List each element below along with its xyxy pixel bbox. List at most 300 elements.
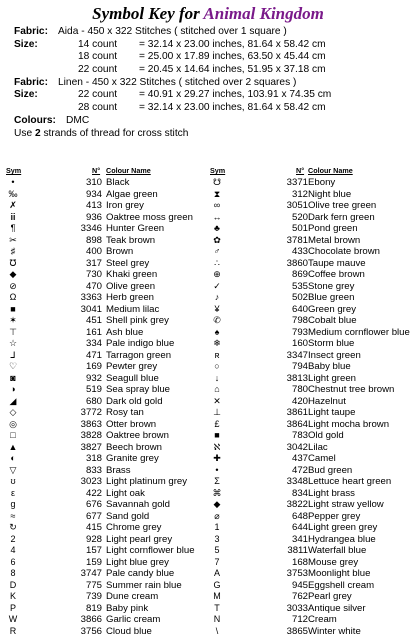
table-row <box>6 396 206 408</box>
table-row <box>6 499 206 511</box>
dmc-number-cell: 519 <box>68 384 102 396</box>
colour-name-cell: Dune cream <box>106 591 158 603</box>
dmc-number-cell: 819 <box>68 603 102 615</box>
colour-name-cell: Medium lilac <box>106 304 159 316</box>
table-row <box>210 189 416 201</box>
dmc-number-cell: 341 <box>276 534 308 546</box>
symbol-cell: ↻ <box>6 522 20 534</box>
symbol-cell: ≈ <box>6 511 20 523</box>
symbol-cell: D <box>6 580 20 592</box>
symbol-cell: • <box>6 177 20 189</box>
table-row <box>6 534 206 546</box>
colour-name-cell: Camel <box>308 453 336 465</box>
table-row <box>6 488 206 500</box>
colours-text: DMC <box>66 115 89 128</box>
table-row <box>210 465 416 477</box>
table-row <box>210 626 416 637</box>
colour-name-cell: Summer rain blue <box>106 580 182 592</box>
colour-name-cell: Light brass <box>308 488 355 500</box>
table-row <box>210 453 416 465</box>
colour-name-cell: Taupe mauve <box>308 258 366 270</box>
table-row <box>6 350 206 362</box>
fabric-text: Linen - 450 x 322 Stitches ( stitched over 2 squares ) <box>58 77 296 90</box>
colour-name-cell: Olive green <box>106 281 155 293</box>
title-prefix: Symbol Key for <box>92 4 200 23</box>
table-row <box>210 580 416 592</box>
table-row <box>210 327 416 339</box>
colour-name-cell: Light oak <box>106 488 145 500</box>
table-row <box>6 407 206 419</box>
table-row <box>210 361 416 373</box>
symbol-cell: 5 <box>210 545 224 557</box>
symbol-cell: ○ <box>210 361 224 373</box>
colour-name-cell: Shell pink grey <box>106 315 169 327</box>
dmc-number-cell: 334 <box>68 338 102 350</box>
dmc-number-cell: 945 <box>276 580 308 592</box>
usage-row <box>14 128 406 141</box>
symbol-cell: ʀ <box>210 350 224 362</box>
table-row <box>6 246 206 258</box>
table-row <box>6 603 206 615</box>
colour-name-cell: Hazelnut <box>308 396 346 408</box>
table-row <box>6 511 206 523</box>
colour-name-cell: Light blue grey <box>106 557 169 569</box>
dmc-number-cell: 928 <box>68 534 102 546</box>
table-row <box>210 200 416 212</box>
table-row <box>6 292 206 304</box>
dmc-number-cell: 3041 <box>68 304 102 316</box>
symbol-cell: ♠ <box>210 327 224 339</box>
table-row <box>6 384 206 396</box>
colour-name-cell: Lilac <box>308 442 328 454</box>
colour-name-cell: Dark fern green <box>308 212 375 224</box>
symbol-cell: ✗ <box>6 200 20 212</box>
colour-name-cell: Light green <box>308 373 356 385</box>
size-row <box>14 64 406 77</box>
colour-name-cell: Dark old gold <box>106 396 163 408</box>
table-row <box>6 591 206 603</box>
size-count: 22 count <box>78 89 117 102</box>
colour-name-cell: Light mocha brown <box>308 419 389 431</box>
dmc-number-cell: 437 <box>276 453 308 465</box>
table-row <box>6 419 206 431</box>
colour-name-cell: Pale indigo blue <box>106 338 174 350</box>
symbol-cell: ✿ <box>210 235 224 247</box>
dmc-number-cell: 168 <box>276 557 308 569</box>
symbol-cell: ✶ <box>6 315 20 327</box>
table-row <box>6 430 206 442</box>
table-row <box>6 557 206 569</box>
dmc-number-cell: 318 <box>68 453 102 465</box>
dmc-number-cell: 934 <box>68 189 102 201</box>
colour-name-cell: Antique silver <box>308 603 366 615</box>
fabric-label: Fabric: <box>14 26 48 39</box>
symbol-cell: ¶ <box>6 223 20 235</box>
table-row <box>210 614 416 626</box>
table-row <box>210 545 416 557</box>
colour-name-cell: Pepper grey <box>308 511 360 523</box>
colour-name-cell: Brass <box>106 465 131 477</box>
symbol-cell: P <box>6 603 20 615</box>
colour-name-cell: Oaktree brown <box>106 430 169 442</box>
dmc-number-cell: 798 <box>276 315 308 327</box>
table-row <box>6 212 206 224</box>
dmc-number-cell: 780 <box>276 384 308 396</box>
colour-name-cell: Green grey <box>308 304 356 316</box>
symbol-cell: 1 <box>210 522 224 534</box>
table-row <box>6 361 206 373</box>
symbol-cell: \ <box>210 626 224 637</box>
table-row <box>210 315 416 327</box>
colours-row <box>14 115 406 128</box>
table-row <box>6 580 206 592</box>
dmc-number-cell: 680 <box>68 396 102 408</box>
colour-name-cell: Rosy tan <box>106 407 144 419</box>
symbol-cell: ❄ <box>210 338 224 350</box>
table-row <box>6 235 206 247</box>
colour-name-cell: Granite grey <box>106 453 159 465</box>
symbol-cell: 3 <box>210 534 224 546</box>
page-title <box>0 4 416 24</box>
dmc-number-cell: 502 <box>276 292 308 304</box>
table-row <box>210 499 416 511</box>
colours-label: Colours: <box>14 115 56 128</box>
colour-name-cell: Metal brown <box>308 235 360 247</box>
fabric-text: Aida - 450 x 322 Stitches ( stitched over 1 square ) <box>58 26 287 39</box>
colour-name-cell: Teak brown <box>106 235 155 247</box>
table-row <box>6 269 206 281</box>
size-value: = 32.14 x 23.00 inches, 81.64 x 58.42 cm <box>139 102 326 115</box>
symbol-cell: ◇ <box>6 407 20 419</box>
symbol-cell: £ <box>210 419 224 431</box>
table-row <box>6 476 206 488</box>
dmc-number-cell: 762 <box>276 591 308 603</box>
dmc-number-cell: 3828 <box>68 430 102 442</box>
symbol-cell: ✂ <box>6 235 20 247</box>
size-value: = 32.14 x 23.00 inches, 81.64 x 58.42 cm <box>139 39 326 52</box>
dmc-number-cell: 3042 <box>276 442 308 454</box>
dmc-number-cell: 794 <box>276 361 308 373</box>
dmc-number-cell: 3864 <box>276 419 308 431</box>
symbol-cell: ↔ <box>210 212 224 224</box>
dmc-number-cell: 3371 <box>276 177 308 189</box>
colour-name-cell: Sea spray blue <box>106 384 170 396</box>
table-row <box>210 292 416 304</box>
table-row <box>210 269 416 281</box>
symbol-cell: R <box>6 626 20 637</box>
symbol-cell: 6 <box>6 557 20 569</box>
colour-name-cell: Brown <box>106 246 133 258</box>
symbol-cell: ℵ <box>210 442 224 454</box>
dmc-number-cell: 833 <box>68 465 102 477</box>
colour-name-cell: Garlic cream <box>106 614 160 626</box>
dmc-number-cell: 648 <box>276 511 308 523</box>
table-row <box>210 591 416 603</box>
colour-name-cell: Storm blue <box>308 338 354 350</box>
size-value: = 25.00 x 17.89 inches, 63.50 x 45.44 cm <box>139 51 326 64</box>
colour-name-cell: Baby blue <box>308 361 351 373</box>
dmc-number-cell: 3861 <box>276 407 308 419</box>
colour-name-cell: Coffee brown <box>308 269 365 281</box>
dmc-number-cell: 157 <box>68 545 102 557</box>
table-row <box>210 338 416 350</box>
colour-name-cell: Baby pink <box>106 603 148 615</box>
dmc-number-cell: 775 <box>68 580 102 592</box>
colour-name-cell: Tarragon green <box>106 350 171 362</box>
symbol-cell: ☆ <box>6 338 20 350</box>
symbol-cell: ‰ <box>6 189 20 201</box>
dmc-number-cell: 3822 <box>276 499 308 511</box>
table-row <box>6 315 206 327</box>
symbol-cell: A <box>210 568 224 580</box>
table-row <box>210 511 416 523</box>
table-row <box>6 442 206 454</box>
colour-name-cell: Old gold <box>308 430 344 442</box>
table-row <box>6 338 206 350</box>
colour-name-cell: Night blue <box>308 189 351 201</box>
symbol-cell: ✓ <box>210 281 224 293</box>
dmc-number-cell: 160 <box>276 338 308 350</box>
symbol-cell: ⊕ <box>210 269 224 281</box>
colour-name-cell: Otter brown <box>106 419 156 431</box>
symbol-cell: ◎ <box>6 419 20 431</box>
colour-name-cell: Waterfall blue <box>308 545 366 557</box>
symbol-cell: ⧗ <box>210 189 224 201</box>
colour-name-cell: Beech brown <box>106 442 162 454</box>
header-name: Colour Name <box>308 166 353 175</box>
dmc-number-cell: 898 <box>68 235 102 247</box>
size-value: = 40.91 x 29.27 inches, 103.91 x 74.35 cm <box>139 89 331 102</box>
symbol-cell: M <box>210 591 224 603</box>
table-row <box>210 419 416 431</box>
dmc-number-cell: 3347 <box>276 350 308 362</box>
table-header <box>6 165 206 177</box>
symbol-cell: ⊘ <box>6 281 20 293</box>
dmc-number-cell: 3865 <box>276 626 308 637</box>
table-row <box>210 522 416 534</box>
size-row <box>14 102 406 115</box>
dmc-number-cell: 161 <box>68 327 102 339</box>
dmc-number-cell: 413 <box>68 200 102 212</box>
fabric-linen-row <box>14 77 406 90</box>
colour-name-cell: Light taupe <box>308 407 355 419</box>
colour-name-cell: Iron grey <box>106 200 144 212</box>
colour-name-cell: Insect green <box>308 350 361 362</box>
size-value: = 20.45 x 14.64 inches, 51.95 x 37.18 cm <box>139 64 326 77</box>
header-name: Colour Name <box>106 166 151 175</box>
symbol-cell: ʊ <box>6 476 20 488</box>
size-count: 28 count <box>78 102 117 115</box>
table-row <box>210 407 416 419</box>
size-count: 18 count <box>78 51 117 64</box>
table-row <box>210 396 416 408</box>
size-row <box>14 39 406 52</box>
colour-name-cell: Pond green <box>308 223 358 235</box>
symbol-cell: ▲ <box>6 442 20 454</box>
dmc-number-cell: 783 <box>276 430 308 442</box>
dmc-number-cell: 834 <box>276 488 308 500</box>
table-row <box>6 373 206 385</box>
colour-name-cell: Light platinum grey <box>106 476 187 488</box>
colour-name-cell: Chrome grey <box>106 522 161 534</box>
symbol-table-left <box>6 165 206 637</box>
size-label: Size: <box>14 89 38 102</box>
dmc-number-cell: 310 <box>68 177 102 189</box>
dmc-number-cell: 3811 <box>276 545 308 557</box>
dmc-number-cell: 501 <box>276 223 308 235</box>
table-row <box>6 200 206 212</box>
symbol-cell: ⌘ <box>210 488 224 500</box>
title-pattern-name: Animal Kingdom <box>203 4 323 23</box>
symbol-cell: ✕ <box>210 396 224 408</box>
symbol-cell: ♯ <box>6 246 20 258</box>
dmc-number-cell: 3747 <box>68 568 102 580</box>
symbol-cell: ■ <box>6 304 20 316</box>
table-row <box>6 304 206 316</box>
dmc-number-cell: 644 <box>276 522 308 534</box>
symbol-cell: ✆ <box>210 315 224 327</box>
table-body <box>210 177 416 637</box>
symbol-cell: ⌂ <box>210 384 224 396</box>
size-row <box>14 89 406 102</box>
dmc-number-cell: 3866 <box>68 614 102 626</box>
table-row <box>210 281 416 293</box>
symbol-cell: 8 <box>6 568 20 580</box>
colour-name-cell: Pearl grey <box>308 591 352 603</box>
table-row <box>6 545 206 557</box>
colour-name-cell: Chocolate brown <box>308 246 380 258</box>
usage-pre: Use <box>14 128 35 139</box>
colour-name-cell: Winter white <box>308 626 361 637</box>
table-row <box>210 430 416 442</box>
table-row <box>6 465 206 477</box>
symbol-cell: • <box>210 465 224 477</box>
symbol-cell: ♂ <box>210 246 224 258</box>
dmc-number-cell: 317 <box>68 258 102 270</box>
symbol-cell: ⌀ <box>210 511 224 523</box>
colour-name-cell: Light cornflower blue <box>106 545 195 557</box>
symbol-cell: W <box>6 614 20 626</box>
table-row <box>210 603 416 615</box>
table-row <box>210 384 416 396</box>
dmc-number-cell: 3023 <box>68 476 102 488</box>
symbol-cell: G <box>210 580 224 592</box>
table-row <box>6 223 206 235</box>
fabric-label: Fabric: <box>14 77 48 90</box>
colour-name-cell: Ash blue <box>106 327 143 339</box>
table-row <box>210 246 416 258</box>
table-row <box>210 534 416 546</box>
symbol-cell: Σ <box>210 476 224 488</box>
symbol-cell: ◢ <box>6 396 20 408</box>
dmc-number-cell: 422 <box>68 488 102 500</box>
header-sym: Sym <box>6 166 21 175</box>
colour-name-cell: Herb green <box>106 292 154 304</box>
dmc-number-cell: 3813 <box>276 373 308 385</box>
size-count: 14 count <box>78 39 117 52</box>
colour-name-cell: Moonlight blue <box>308 568 370 580</box>
colour-name-cell: Ebony <box>308 177 335 189</box>
table-row <box>6 177 206 189</box>
dmc-number-cell: 169 <box>68 361 102 373</box>
dmc-number-cell: 471 <box>68 350 102 362</box>
colour-name-cell: Medium cornflower blue <box>308 327 410 339</box>
symbol-cell: ℧ <box>6 258 20 270</box>
symbol-cell: ♡ <box>6 361 20 373</box>
colour-name-cell: Mouse grey <box>308 557 358 569</box>
header-num: N° <box>296 166 304 175</box>
symbol-cell: ◑ <box>6 384 20 396</box>
usage-text <box>14 128 188 141</box>
symbol-cell: ■ <box>210 430 224 442</box>
colour-name-cell: Chestnut tree brown <box>308 384 394 396</box>
header-num: N° <box>92 166 100 175</box>
symbol-cell: Ω <box>6 292 20 304</box>
symbol-cell: ✚ <box>210 453 224 465</box>
symbol-cell: ♪ <box>210 292 224 304</box>
dmc-number-cell: 3756 <box>68 626 102 637</box>
size-row <box>14 51 406 64</box>
symbol-cell: ⅲ <box>6 212 20 224</box>
dmc-number-cell: 472 <box>276 465 308 477</box>
symbol-cell: 7 <box>210 557 224 569</box>
dmc-number-cell: 3863 <box>68 419 102 431</box>
colour-name-cell: Algae green <box>106 189 158 201</box>
dmc-number-cell: 730 <box>68 269 102 281</box>
table-row <box>210 442 416 454</box>
fabric-aida-row <box>14 26 406 39</box>
colour-name-cell: Lettuce heart green <box>308 476 391 488</box>
symbol-cell: ε <box>6 488 20 500</box>
symbol-cell: N <box>210 614 224 626</box>
colour-name-cell: Oaktree moss green <box>106 212 193 224</box>
table-row <box>210 350 416 362</box>
table-row <box>210 223 416 235</box>
symbol-cell: □ <box>6 430 20 442</box>
table-row <box>6 327 206 339</box>
symbol-cell: ↓ <box>210 373 224 385</box>
table-row <box>210 235 416 247</box>
colour-name-cell: Olive tree green <box>308 200 376 212</box>
dmc-number-cell: 3827 <box>68 442 102 454</box>
symbol-cell: ¥ <box>210 304 224 316</box>
table-row <box>210 304 416 316</box>
table-row <box>210 557 416 569</box>
table-row <box>6 189 206 201</box>
symbol-cell: ∞ <box>210 200 224 212</box>
colour-name-cell: Light pearl grey <box>106 534 172 546</box>
symbol-cell: g <box>6 499 20 511</box>
table-row <box>6 453 206 465</box>
symbol-cell: K <box>6 591 20 603</box>
symbol-cell: ⊤ <box>6 327 20 339</box>
dmc-number-cell: 451 <box>68 315 102 327</box>
colour-name-cell: Khaki green <box>106 269 157 281</box>
dmc-number-cell: 433 <box>276 246 308 258</box>
dmc-number-cell: 520 <box>276 212 308 224</box>
table-row <box>210 476 416 488</box>
dmc-number-cell: 3051 <box>276 200 308 212</box>
dmc-number-cell: 415 <box>68 522 102 534</box>
table-row <box>6 614 206 626</box>
colour-name-cell: Seagull blue <box>106 373 159 385</box>
table-row <box>210 177 416 189</box>
dmc-number-cell: 3753 <box>276 568 308 580</box>
colour-name-cell: Stone grey <box>308 281 354 293</box>
dmc-number-cell: 739 <box>68 591 102 603</box>
symbol-cell: ⊥ <box>210 407 224 419</box>
colour-name-cell: Sand gold <box>106 511 149 523</box>
